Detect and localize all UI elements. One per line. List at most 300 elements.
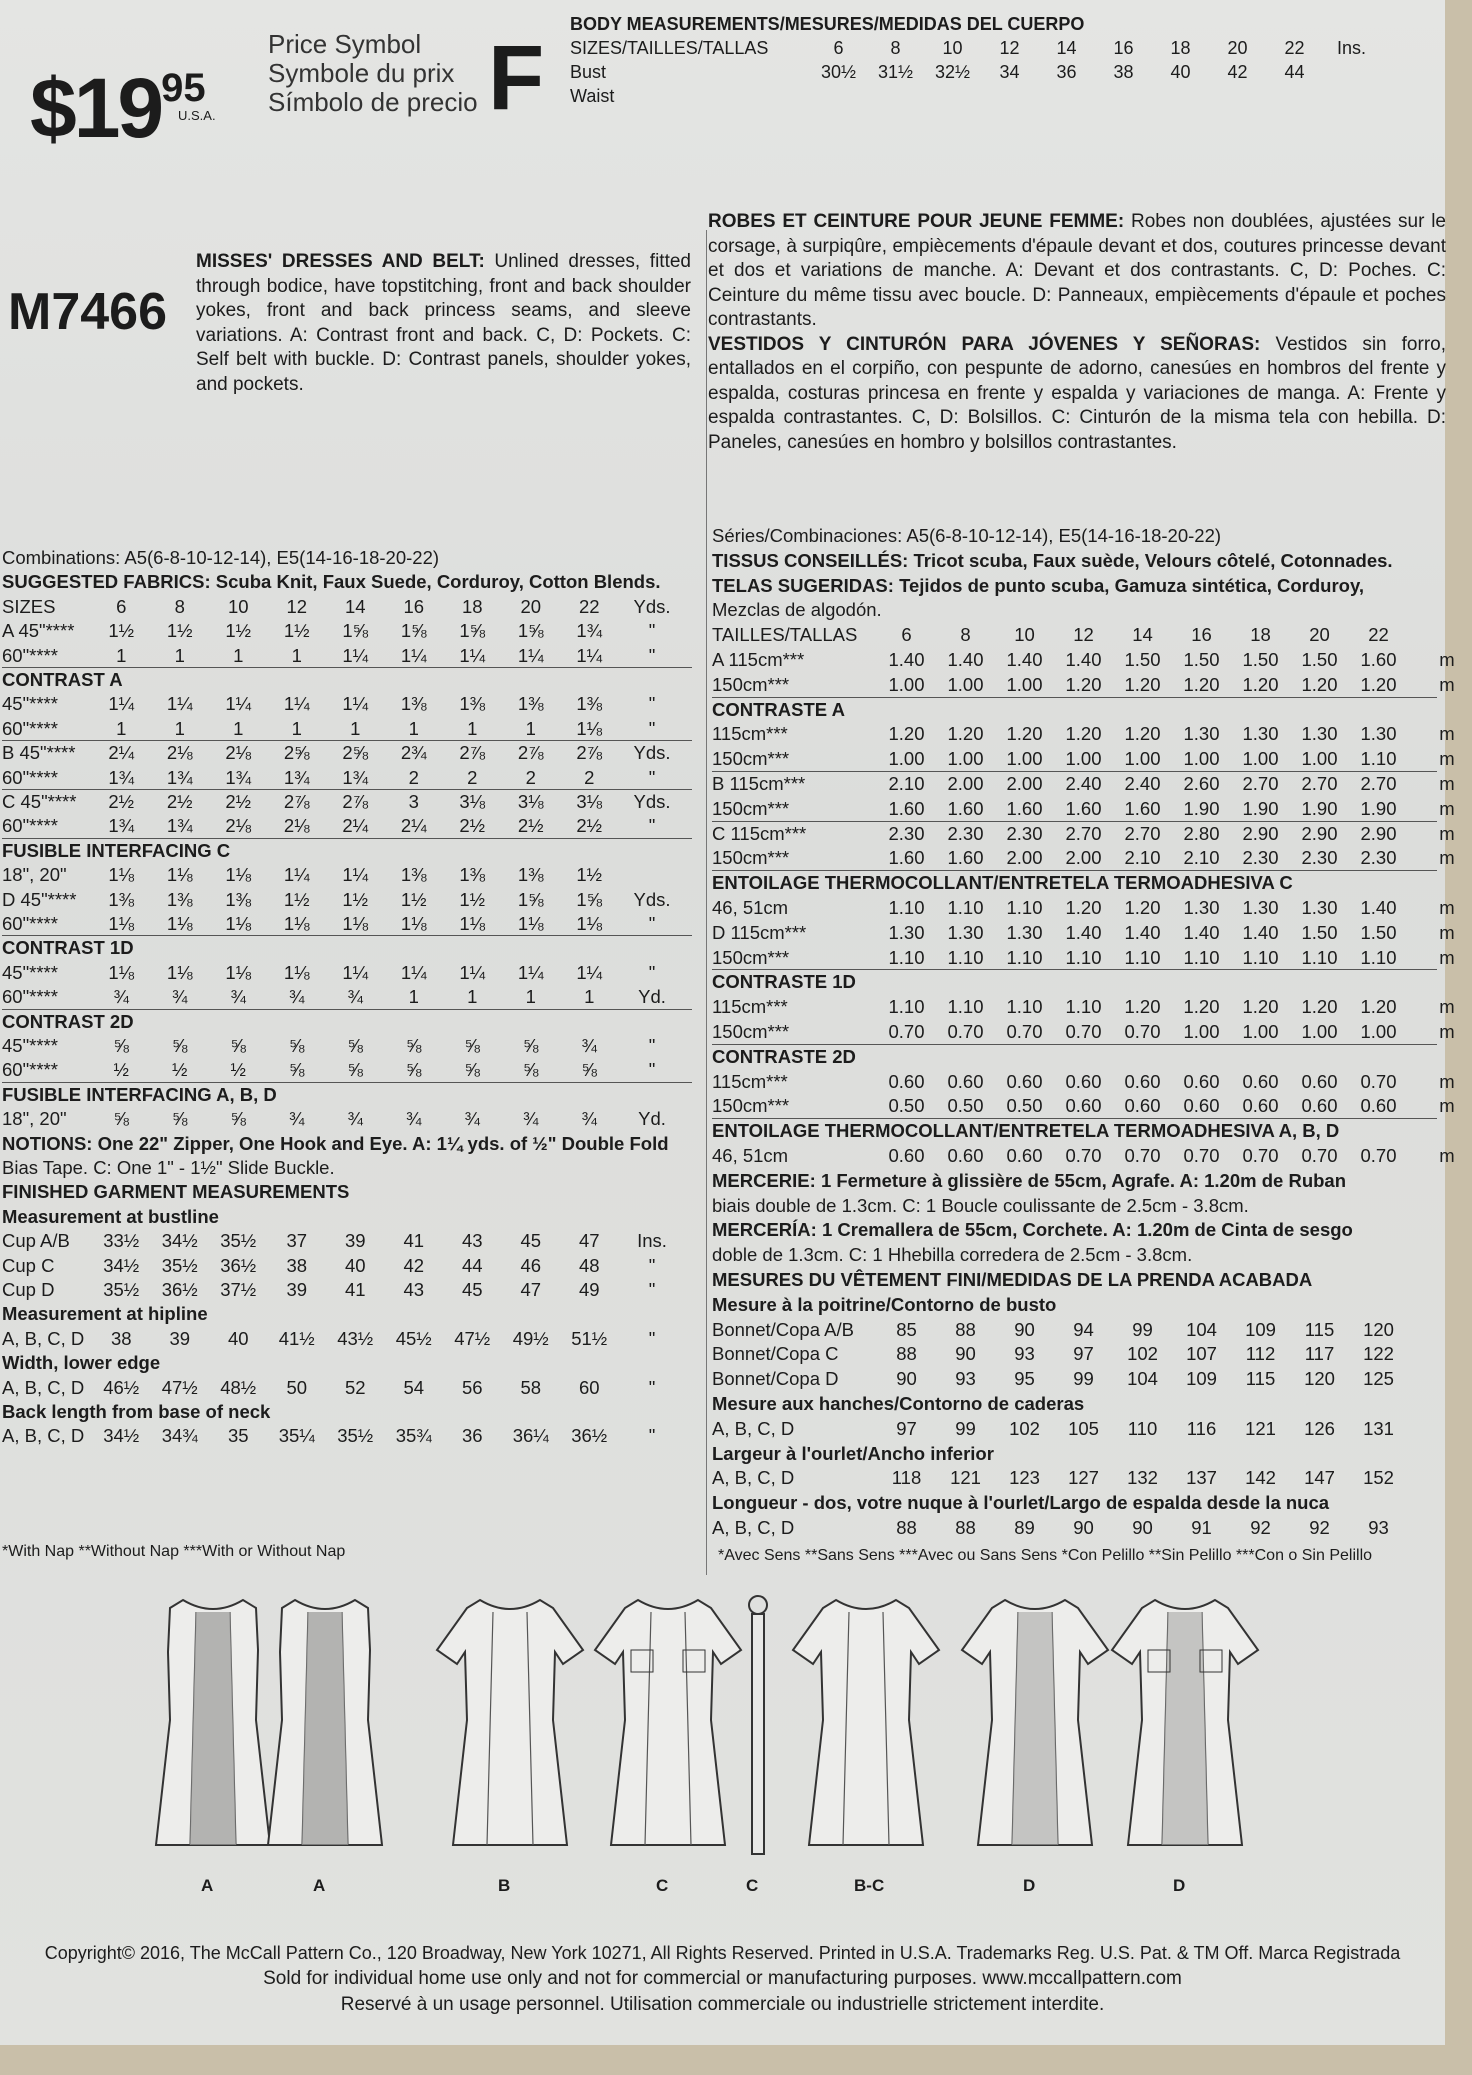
- sizes-label: SIZES/TAILLES/TALLAS: [570, 38, 769, 58]
- row-value: 88: [896, 1517, 917, 1538]
- row-value: 109: [1245, 1318, 1276, 1340]
- row-value: 1½: [283, 620, 310, 642]
- row-value: 2⅞: [517, 742, 544, 764]
- finished-title-fr: MESURES DU VÊTEMENT FINI/MEDIDAS DE LA PRENDA ACABADA: [712, 1269, 1313, 1290]
- row-value: 2⅛: [283, 815, 310, 837]
- row-value: 2⅛: [225, 742, 252, 764]
- row-value: 2: [408, 766, 419, 788]
- row-value: 22: [578, 595, 600, 617]
- row-unit: Yd.: [638, 1108, 666, 1130]
- table-row: [712, 1516, 1437, 1539]
- row-value: 43: [461, 1230, 483, 1252]
- body-sizes-cell: 14: [1056, 38, 1077, 58]
- row-value: 1: [233, 644, 244, 666]
- table-row: [712, 1144, 1455, 1167]
- row-value: ⅝: [464, 1035, 480, 1056]
- mercerie-2: biais double de 1.3cm. C: 1 Boucle coulissante de 2.5cm - 3.8cm.: [712, 1194, 1249, 1216]
- row-value: 1.20: [1124, 723, 1161, 745]
- row-value: 1: [116, 644, 127, 666]
- row-value: 1: [525, 717, 536, 739]
- row-value: 1¼: [342, 644, 369, 666]
- row-value: 1.10: [1065, 946, 1102, 968]
- row-value: 1⅜: [108, 888, 135, 910]
- row-value: 122: [1363, 1343, 1394, 1365]
- row-value: 1.90: [1360, 797, 1397, 819]
- row-value: 102: [1009, 1417, 1040, 1439]
- row-value: 1½: [459, 888, 486, 910]
- row-value: ⅝: [289, 1035, 305, 1056]
- row-value: 0.70: [1006, 1021, 1043, 1042]
- row-value: 2⅝: [283, 742, 310, 764]
- row-value: 1.10: [1183, 946, 1220, 968]
- row-value: 92: [1250, 1517, 1271, 1538]
- table-row: [712, 946, 1455, 969]
- row-label: 150cm***: [712, 946, 790, 968]
- row-value: ⅝: [523, 1059, 539, 1081]
- row-value: 2½: [459, 815, 486, 837]
- row-value: 1⅜: [576, 693, 603, 715]
- row-value: 1¾: [108, 766, 135, 788]
- row-value: 56: [461, 1376, 483, 1398]
- row-value: 1.20: [1065, 897, 1102, 918]
- row-value: 1.20: [1065, 723, 1102, 745]
- row-value: 1.00: [1301, 1021, 1338, 1042]
- row-value: 125: [1363, 1368, 1394, 1390]
- row-value: 1⅜: [400, 693, 427, 715]
- row-value: 1.40: [888, 649, 925, 670]
- row-value: 1.40: [1183, 921, 1220, 943]
- row-unit: Ins.: [637, 1230, 667, 1252]
- row-value: 1.20: [1124, 897, 1161, 918]
- row-unit: m: [1439, 946, 1455, 968]
- row-value: 1⅝: [517, 620, 544, 642]
- row-value: 1.60: [888, 797, 925, 819]
- row-value: 1¼: [166, 693, 193, 715]
- body-sizes-cell: 8: [890, 38, 901, 58]
- row-value: 1¾: [283, 766, 310, 788]
- row-unit: ": [648, 913, 656, 934]
- row-label: Mesure à la poitrine/Contorno de busto: [712, 1293, 1057, 1315]
- row-value: 1.10: [1301, 946, 1338, 968]
- row-value: 2.60: [1183, 773, 1220, 794]
- row-value: 2⅛: [225, 815, 252, 837]
- row-unit: ": [648, 961, 656, 983]
- row-unit: Yds.: [633, 742, 671, 764]
- row-value: 1: [584, 986, 595, 1008]
- row-unit: ": [648, 693, 656, 715]
- row-label: Cup C: [2, 1254, 55, 1276]
- table-row: [712, 623, 1437, 646]
- row-value: 3⅛: [517, 791, 544, 812]
- row-unit: m: [1439, 1095, 1455, 1117]
- row-label: 45"****: [2, 693, 58, 715]
- row-value: 1½: [400, 888, 427, 910]
- row-value: 2½: [166, 791, 193, 812]
- row-value: 0.70: [1124, 1021, 1161, 1042]
- row-value: 41: [403, 1230, 425, 1252]
- row-value: 1.20: [1124, 673, 1161, 695]
- row-value: 142: [1245, 1467, 1276, 1489]
- row-value: 1.90: [1242, 797, 1279, 819]
- row-value: 1.40: [1124, 921, 1161, 943]
- row-value: 1.00: [1360, 1021, 1397, 1042]
- dress-illustration-back-short-sleeve: [791, 1590, 941, 1870]
- dress-illustration-panel-front: [960, 1590, 1110, 1870]
- table-row: [712, 970, 1437, 993]
- row-value: 45½: [395, 1327, 432, 1349]
- row-value: 1⅛: [576, 717, 603, 739]
- row-value: 2.90: [1301, 822, 1338, 844]
- row-unit: m: [1439, 1021, 1455, 1042]
- row-value: 1⅝: [576, 888, 603, 910]
- row-value: 14: [1132, 624, 1153, 646]
- row-value: 1.20: [1360, 673, 1397, 695]
- row-unit: Yds.: [633, 888, 671, 910]
- row-value: 0.60: [888, 1145, 925, 1166]
- row-value: 1⅛: [225, 961, 252, 983]
- row-label: B 45"****: [2, 742, 76, 764]
- body-bust-cell: 42: [1227, 62, 1248, 82]
- row-value: 1.20: [1124, 996, 1161, 1018]
- row-value: 1.00: [1242, 1021, 1279, 1042]
- body-sizes-cell: 6: [833, 38, 844, 58]
- row-value: 93: [955, 1368, 976, 1390]
- illustration-label: B-C: [854, 1876, 885, 1895]
- row-value: 16: [403, 595, 425, 617]
- row-label: Cup A/B: [2, 1230, 70, 1252]
- row-value: ⅝: [406, 1035, 422, 1056]
- row-value: 8: [960, 624, 971, 646]
- row-value: 46: [520, 1254, 542, 1276]
- row-value: 0.60: [1006, 1145, 1043, 1166]
- illustration-label: A: [313, 1876, 326, 1895]
- row-value: ½: [230, 1059, 246, 1081]
- row-value: 0.70: [1242, 1145, 1279, 1166]
- body-sizes-cell: 22: [1284, 38, 1305, 58]
- row-label: Bonnet/Copa A/B: [712, 1318, 854, 1340]
- row-unit: ": [648, 1327, 656, 1349]
- body-bust-cell: 32½: [934, 62, 971, 82]
- table-row: [712, 747, 1455, 770]
- row-value: 51½: [571, 1327, 608, 1349]
- table-row: [712, 1293, 1437, 1316]
- row-value: 0.70: [1360, 1145, 1397, 1166]
- nap-note-en: *With Nap **Without Nap ***With or Without Nap: [2, 1543, 346, 1560]
- row-value: 1¼: [576, 961, 603, 983]
- row-value: ⅝: [230, 1108, 246, 1130]
- row-value: 97: [896, 1417, 917, 1439]
- row-value: 1⅛: [283, 913, 310, 934]
- row-value: 36½: [161, 1279, 198, 1300]
- row-value: 1.00: [947, 748, 984, 770]
- row-unit: m: [1439, 847, 1455, 869]
- row-value: 41½: [278, 1327, 315, 1349]
- row-label: 150cm***: [712, 847, 790, 869]
- row-value: ⅝: [230, 1035, 246, 1056]
- row-value: 1: [291, 717, 302, 739]
- row-value: 1.20: [1006, 723, 1043, 745]
- row-value: 0.60: [1183, 1095, 1220, 1117]
- footer-copyright: Copyright© 2016, The McCall Pattern Co., 120 Broadway, New York 10271, All Rights Reserved. Printed in U.S.A. Trademarks Reg. U.S. Pat. & TM Off. Marca Registrada: [44, 1943, 1401, 1963]
- table-row: [712, 871, 1437, 894]
- body-bust-cell: 34: [999, 62, 1020, 82]
- row-value: 2.10: [1183, 847, 1220, 869]
- row-value: ½: [113, 1059, 129, 1081]
- dress-illustration-back-sleeveless: [250, 1590, 400, 1870]
- row-value: 6: [901, 624, 912, 646]
- row-value: 1: [408, 717, 419, 739]
- row-value: 34½: [103, 1425, 140, 1447]
- row-value: 1¼: [108, 693, 135, 715]
- row-value: 99: [955, 1417, 976, 1439]
- row-value: 102: [1127, 1343, 1158, 1365]
- row-value: 1.10: [1360, 748, 1397, 770]
- row-value: 3⅛: [576, 791, 603, 812]
- row-value: ¾: [581, 1108, 597, 1130]
- body-sizes-cell: 16: [1113, 38, 1134, 58]
- illustration-label: B: [498, 1876, 511, 1895]
- row-value: 120: [1304, 1368, 1335, 1390]
- row-value: 107: [1186, 1343, 1217, 1365]
- row-value: 36½: [571, 1425, 608, 1447]
- row-value: 1.00: [947, 673, 984, 695]
- merceria-1: MERCERÍA: 1 Cremallera de 55cm, Corchete. A: 1.20m de Cinta de sesgo: [712, 1219, 1353, 1241]
- row-value: 0.70: [888, 1021, 925, 1042]
- row-label: Bonnet/Copa D: [712, 1368, 839, 1390]
- row-value: 34½: [161, 1230, 198, 1252]
- row-value: 1: [174, 644, 185, 666]
- table-row: [712, 673, 1455, 696]
- row-value: 1.10: [1360, 946, 1397, 968]
- row-value: 1⅛: [166, 913, 193, 934]
- row-value: 0.60: [1242, 1070, 1279, 1092]
- row-value: 1.00: [1242, 748, 1279, 770]
- table-row: [712, 896, 1455, 919]
- price-label-es: Símbolo de precio: [268, 87, 478, 117]
- row-value: 1⅝: [342, 620, 369, 642]
- row-label: CONTRAST A: [2, 669, 123, 690]
- garment-illustrations: [0, 1590, 1445, 1910]
- row-unit: m: [1439, 797, 1455, 819]
- row-value: 1.00: [1065, 748, 1102, 770]
- row-value: 1⅜: [459, 864, 486, 886]
- row-value: 0.60: [1360, 1095, 1397, 1117]
- row-value: ⅝: [172, 1108, 188, 1130]
- row-value: 46½: [103, 1376, 140, 1398]
- mercerie-1: MERCERIE: 1 Fermeture à glissière de 55cm, Agrafe. A: 1.20m de Ruban: [712, 1169, 1347, 1191]
- row-value: 2.40: [1124, 773, 1161, 794]
- row-value: 126: [1304, 1417, 1335, 1439]
- row-value: 1½: [283, 888, 310, 910]
- row-label: CONTRAST 2D: [2, 1010, 134, 1032]
- row-value: 1.10: [947, 897, 984, 918]
- row-value: 18: [461, 595, 483, 617]
- row-value: 0.60: [947, 1145, 984, 1166]
- row-unit: Yd.: [638, 986, 666, 1008]
- row-value: 1.10: [1124, 946, 1161, 968]
- row-unit: m: [1439, 723, 1455, 745]
- row-unit: ": [648, 766, 656, 788]
- row-value: 0.70: [947, 1021, 984, 1042]
- row-label: Measurement at hipline: [2, 1303, 208, 1325]
- row-label: 150cm***: [712, 1021, 790, 1042]
- row-value: 123: [1009, 1467, 1040, 1489]
- row-label: Bonnet/Copa C: [712, 1343, 839, 1365]
- row-unit: ": [648, 1425, 656, 1447]
- row-value: 52: [344, 1376, 366, 1398]
- row-value: 2.70: [1065, 822, 1102, 844]
- row-value: 99: [1073, 1368, 1094, 1390]
- row-value: 1.90: [1183, 797, 1220, 819]
- row-value: 39: [344, 1230, 366, 1252]
- row-value: 42: [403, 1254, 425, 1276]
- row-value: 1.20: [1360, 996, 1397, 1018]
- row-label: 60"****: [2, 1059, 58, 1081]
- row-value: 0.60: [1301, 1070, 1338, 1092]
- row-value: ¾: [347, 1108, 363, 1130]
- row-value: 121: [1245, 1417, 1276, 1439]
- dress-illustration-pocket-short-sleeve: [593, 1590, 743, 1870]
- row-value: 18: [1250, 624, 1271, 646]
- price-country: U.S.A.: [178, 108, 216, 123]
- row-value: 10: [227, 595, 249, 617]
- row-value: 104: [1186, 1318, 1217, 1340]
- row-value: 90: [1073, 1517, 1094, 1538]
- row-value: 22: [1368, 624, 1389, 646]
- row-value: 38: [110, 1327, 132, 1349]
- body-bust-cell: 40: [1170, 62, 1191, 82]
- row-value: 2¼: [400, 815, 427, 837]
- row-value: 47: [578, 1230, 600, 1252]
- row-value: 1.10: [888, 946, 925, 968]
- row-value: 2.80: [1183, 822, 1220, 844]
- row-value: 35½: [103, 1279, 140, 1300]
- row-label: CONTRASTE 1D: [712, 971, 856, 993]
- table-row: [712, 822, 1455, 845]
- row-value: 54: [403, 1376, 425, 1398]
- row-label: CONTRASTE A: [712, 698, 845, 720]
- row-value: 2.70: [1360, 773, 1397, 794]
- table-row: [712, 921, 1455, 944]
- row-value: 90: [1014, 1318, 1035, 1340]
- row-value: 1.10: [1006, 996, 1043, 1018]
- row-value: 1: [174, 717, 185, 739]
- description-es-head: VESTIDOS Y CINTURÓN PARA JÓVENES Y SEÑORAS:: [708, 333, 1261, 355]
- row-value: 1½: [576, 864, 603, 886]
- row-value: ¾: [230, 986, 246, 1008]
- row-value: 88: [955, 1517, 976, 1538]
- row-value: 48: [578, 1254, 600, 1276]
- row-value: 120: [1363, 1318, 1394, 1340]
- table-row: [712, 1318, 1437, 1341]
- row-value: 2⅞: [576, 742, 603, 764]
- row-value: 1⅛: [166, 864, 193, 886]
- row-unit: m: [1439, 673, 1455, 695]
- row-value: 2.90: [1242, 822, 1279, 844]
- row-value: 1.20: [947, 723, 984, 745]
- row-unit: m: [1439, 773, 1455, 794]
- row-value: 1.10: [888, 996, 925, 1018]
- row-value: 35¼: [278, 1425, 315, 1447]
- price-cents: 95: [161, 66, 206, 110]
- price-label-en: Price Symbol: [268, 29, 422, 59]
- row-value: 0.50: [1006, 1095, 1043, 1117]
- row-value: 1.20: [1301, 996, 1338, 1018]
- row-value: 1½: [166, 620, 193, 642]
- telas-sugeridas: TELAS SUGERIDAS: Tejidos de punto scuba, Gamuza sintética, Corduroy,: [712, 574, 1365, 596]
- row-value: 1.10: [1006, 946, 1043, 968]
- row-unit: ": [648, 1035, 656, 1056]
- row-value: ⅝: [523, 1035, 539, 1056]
- row-label: Cup D: [2, 1279, 55, 1300]
- row-value: 43½: [337, 1327, 374, 1349]
- row-value: 85: [896, 1318, 917, 1340]
- row-value: 2.30: [1360, 847, 1397, 869]
- row-unit: m: [1439, 748, 1455, 770]
- row-value: 2.30: [888, 822, 925, 844]
- row-value: 1.90: [1301, 797, 1338, 819]
- row-value: 2.90: [1360, 822, 1397, 844]
- row-label: 60"****: [2, 644, 58, 666]
- row-value: 1⅜: [517, 693, 544, 715]
- row-value: 0.50: [888, 1095, 925, 1117]
- row-value: 1¼: [459, 961, 486, 983]
- dress-illustration-short-sleeve: [435, 1590, 585, 1870]
- row-value: 20: [520, 595, 542, 617]
- row-value: 0.70: [1124, 1145, 1161, 1166]
- table-row: [712, 1392, 1437, 1415]
- table-row: [712, 846, 1455, 869]
- row-value: 2.40: [1065, 773, 1102, 794]
- dress-illustration-panel-pocket: [1110, 1590, 1260, 1870]
- row-value: 0.70: [1065, 1145, 1102, 1166]
- row-label: 60"****: [2, 986, 58, 1008]
- row-value: 37: [286, 1230, 308, 1252]
- row-value: 1¾: [166, 815, 193, 837]
- description-fr-head: ROBES ET CEINTURE POUR JEUNE FEMME:: [708, 211, 1125, 232]
- combinations-fr: Séries/Combinaciones: A5(6-8-10-12-14), E5(14-16-18-20-22): [712, 525, 1222, 546]
- dress-illustration-belt: [743, 1590, 773, 1870]
- row-value: 1.60: [1360, 649, 1397, 670]
- row-label: A, B, C, D: [2, 1425, 85, 1447]
- row-value: 2: [584, 766, 595, 788]
- row-value: 1.10: [1065, 996, 1102, 1018]
- row-value: 1⅛: [576, 913, 603, 934]
- row-label: C 115cm***: [712, 822, 807, 844]
- row-value: 1¼: [283, 693, 310, 715]
- description-fr-body: Robes non doublées, ajustées sur le corsage, à surpiqûre, empiècements d'épaule devant et dos, coutures princesse devant et dos et variations de manche. A: Devant et dos contrastants. C, D: Poches. C: Ceinture du même tissu avec boucle. D: Panneaux, empiècements d'épaule et poches contrastants.: [708, 211, 1446, 330]
- row-value: 1.20: [1242, 673, 1279, 695]
- row-value: 1.50: [1301, 921, 1338, 943]
- row-unit: m: [1439, 822, 1455, 844]
- row-value: 1.30: [1006, 921, 1043, 943]
- row-label: C 45"****: [2, 791, 77, 812]
- row-value: 1¼: [400, 644, 427, 666]
- row-label: 150cm***: [712, 1095, 790, 1117]
- row-value: 117: [1304, 1343, 1335, 1365]
- row-value: 10: [1014, 624, 1035, 646]
- row-value: 2.30: [1301, 847, 1338, 869]
- row-value: 152: [1363, 1467, 1394, 1489]
- row-value: 2: [525, 766, 536, 788]
- row-label: 60"****: [2, 766, 58, 788]
- row-value: 1⅛: [283, 961, 310, 983]
- row-value: 88: [896, 1343, 917, 1365]
- row-value: 1.10: [947, 946, 984, 968]
- row-value: 36¼: [512, 1425, 549, 1447]
- row-value: 2½: [517, 815, 544, 837]
- row-value: ⅝: [113, 1035, 129, 1056]
